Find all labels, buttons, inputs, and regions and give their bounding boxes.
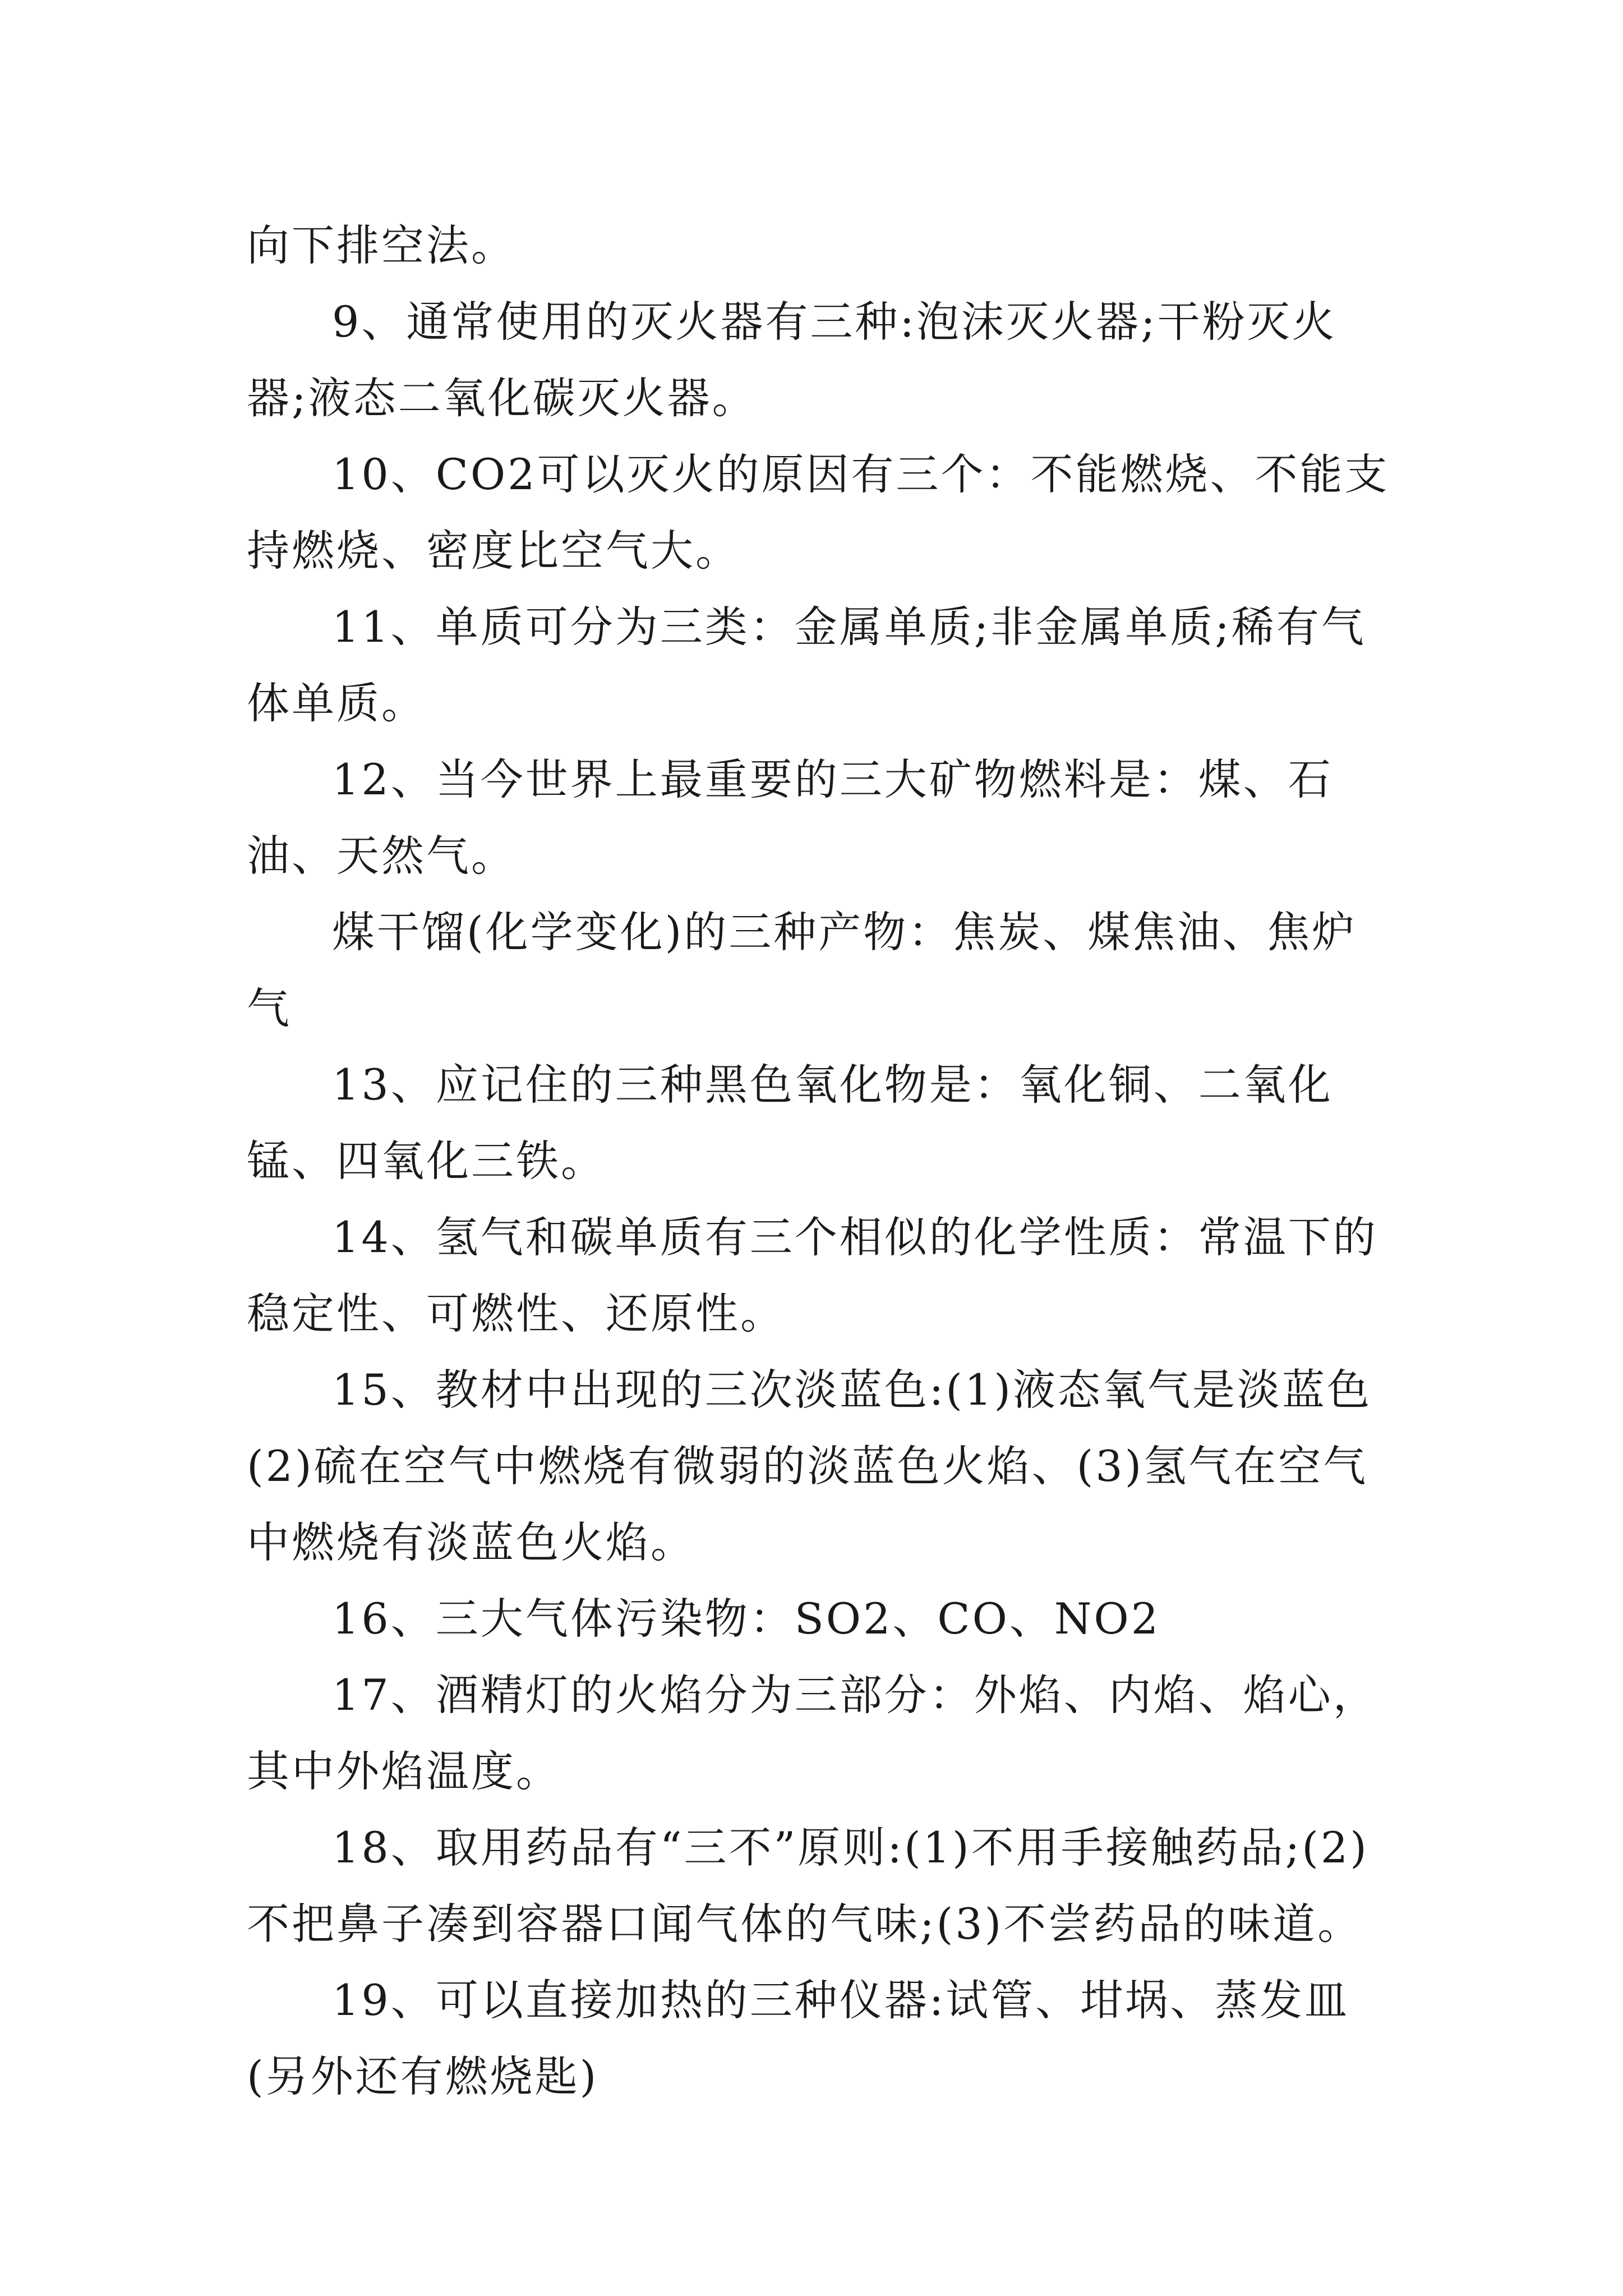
paragraph-6: 煤干馏(化学变化)的三种产物：焦炭、煤焦油、焦炉气: [247, 907, 1357, 1033]
paragraph-12: 18、取用药品有“三不”原则:(1)不用手接触药品;(2)不把鼻子凑到容器口闻气体的气味;(3)不尝药品的味道。: [247, 1823, 1369, 1949]
paragraph-9: 15、教材中出现的三次淡蓝色:(1)液态氧气是淡蓝色(2)硫在空气中燃烧有微弱的淡蓝色火焰、(3)氢气在空气中燃烧有淡蓝色火焰。: [247, 1365, 1372, 1567]
paragraph-7: 13、应记住的三种黑色氧化物是：氧化铜、二氧化锰、四氧化三铁。: [247, 1060, 1333, 1186]
paragraph-8: 14、氢气和碳单质有三个相似的化学性质：常温下的稳定性、可燃性、还原性。: [247, 1212, 1378, 1338]
paragraph-3: 10、CO2可以灭火的原因有三个：不能燃烧、不能支持燃烧、密度比空气大。: [247, 449, 1390, 576]
paragraph-11: 17、酒精灯的火焰分为三部分：外焰、内焰、焰心，其中外焰温度。: [247, 1670, 1378, 1796]
paragraph-5: 12、当今世界上最重要的三大矿物燃料是：煤、石油、天然气。: [247, 754, 1333, 881]
paragraph-1: 向下排空法。: [247, 220, 516, 270]
paragraph-13: 19、可以直接加热的三种仪器:试管、坩埚、蒸发皿(另外还有燃烧匙): [247, 1975, 1350, 2101]
paragraph-10: 16、三大气体污染物：SO2、CO、NO2: [332, 1594, 1161, 1644]
paragraph-2: 9、通常使用的灭火器有三种:泡沫灭火器;干粉灭火器;液态二氧化碳灭火器。: [247, 297, 1337, 423]
document-body: [247, 208, 1391, 2115]
paragraph-4: 11、单质可分为三类：金属单质;非金属单质;稀有气体单质。: [247, 602, 1366, 728]
